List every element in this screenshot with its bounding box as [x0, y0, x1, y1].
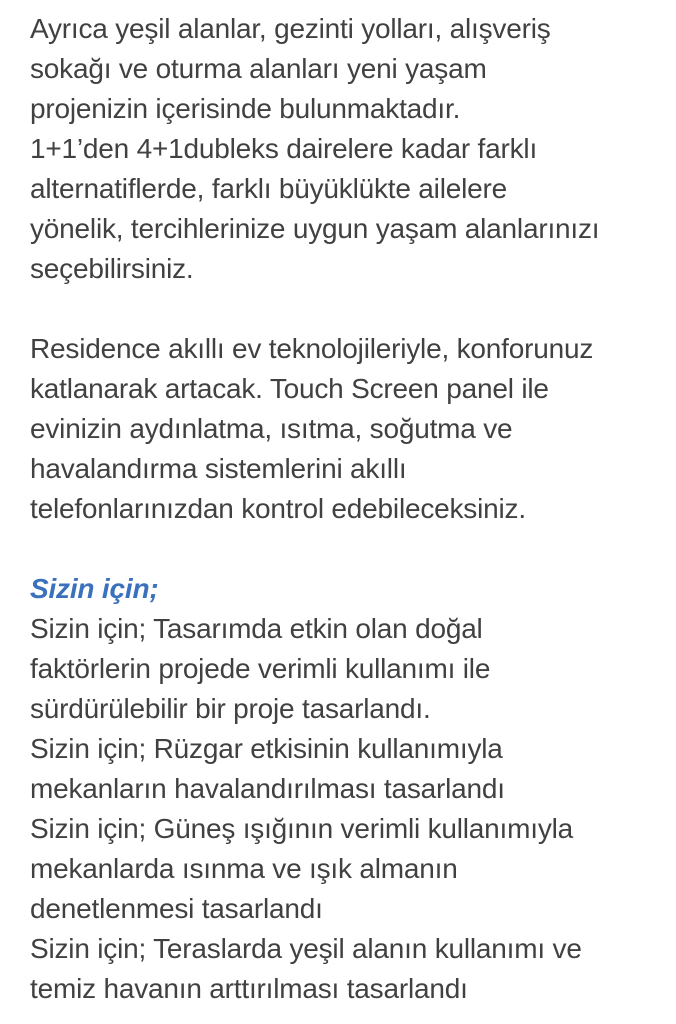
text-line: Residence akıllı ev teknolojileriyle, konforunuz	[30, 333, 594, 364]
text-line: alternatiflerde, farklı büyüklükte ailelere	[30, 173, 507, 204]
paragraph	[30, 609, 658, 1009]
text-line: seçebilirsiniz.	[30, 253, 194, 284]
text-line: Sizin için; Güneş ışığının verimli kullanımıyla	[30, 813, 574, 844]
text-line: evinizin aydınlatma, ısıtma, soğutma ve	[30, 413, 513, 444]
text-line: projenizin içerisinde bulunmaktadır.	[30, 93, 461, 124]
text-line: havalandırma sistemlerini akıllı	[30, 453, 407, 484]
section-heading-text: Sizin için;	[30, 573, 159, 604]
text-line: telefonlarınızdan kontrol edebileceksiniz.	[30, 493, 526, 524]
text-line: sürdürülebilir bir proje tasarlandı.	[30, 693, 431, 724]
text-line: temiz havanın arttırılması tasarlandı	[30, 973, 468, 1004]
text-line: 1+1’den 4+1dubleks dairelere kadar farklı	[30, 133, 538, 164]
section-heading	[30, 569, 658, 609]
text-line: sokağı ve oturma alanları yeni yaşam	[30, 53, 487, 84]
text-line: Ayrıca yeşil alanlar, gezinti yolları, alışveriş	[30, 13, 551, 44]
text-line: Sizin için; Rüzgar etkisinin kullanımıyla	[30, 733, 503, 764]
text-line: faktörlerin projede verimli kullanımı ile	[30, 653, 491, 684]
paragraph	[30, 329, 658, 529]
text-line: Sizin için; Tasarımda etkin olan doğal	[30, 613, 483, 644]
text-line: katlanarak artacak. Touch Screen panel ile	[30, 373, 549, 404]
blank-line	[30, 529, 658, 569]
paragraph	[30, 9, 658, 289]
text-line: Sizin için; Teraslarda yeşil alanın kullanımı ve	[30, 933, 582, 964]
text-line: mekanlarda ısınma ve ışık almanın	[30, 853, 458, 884]
text-line: denetlenmesi tasarlandı	[30, 893, 323, 924]
text-line: yönelik, tercihlerinize uygun yaşam alanlarınızı	[30, 213, 600, 244]
blank-line	[30, 289, 658, 329]
text-line: mekanların havalandırılması tasarlandı	[30, 773, 505, 804]
